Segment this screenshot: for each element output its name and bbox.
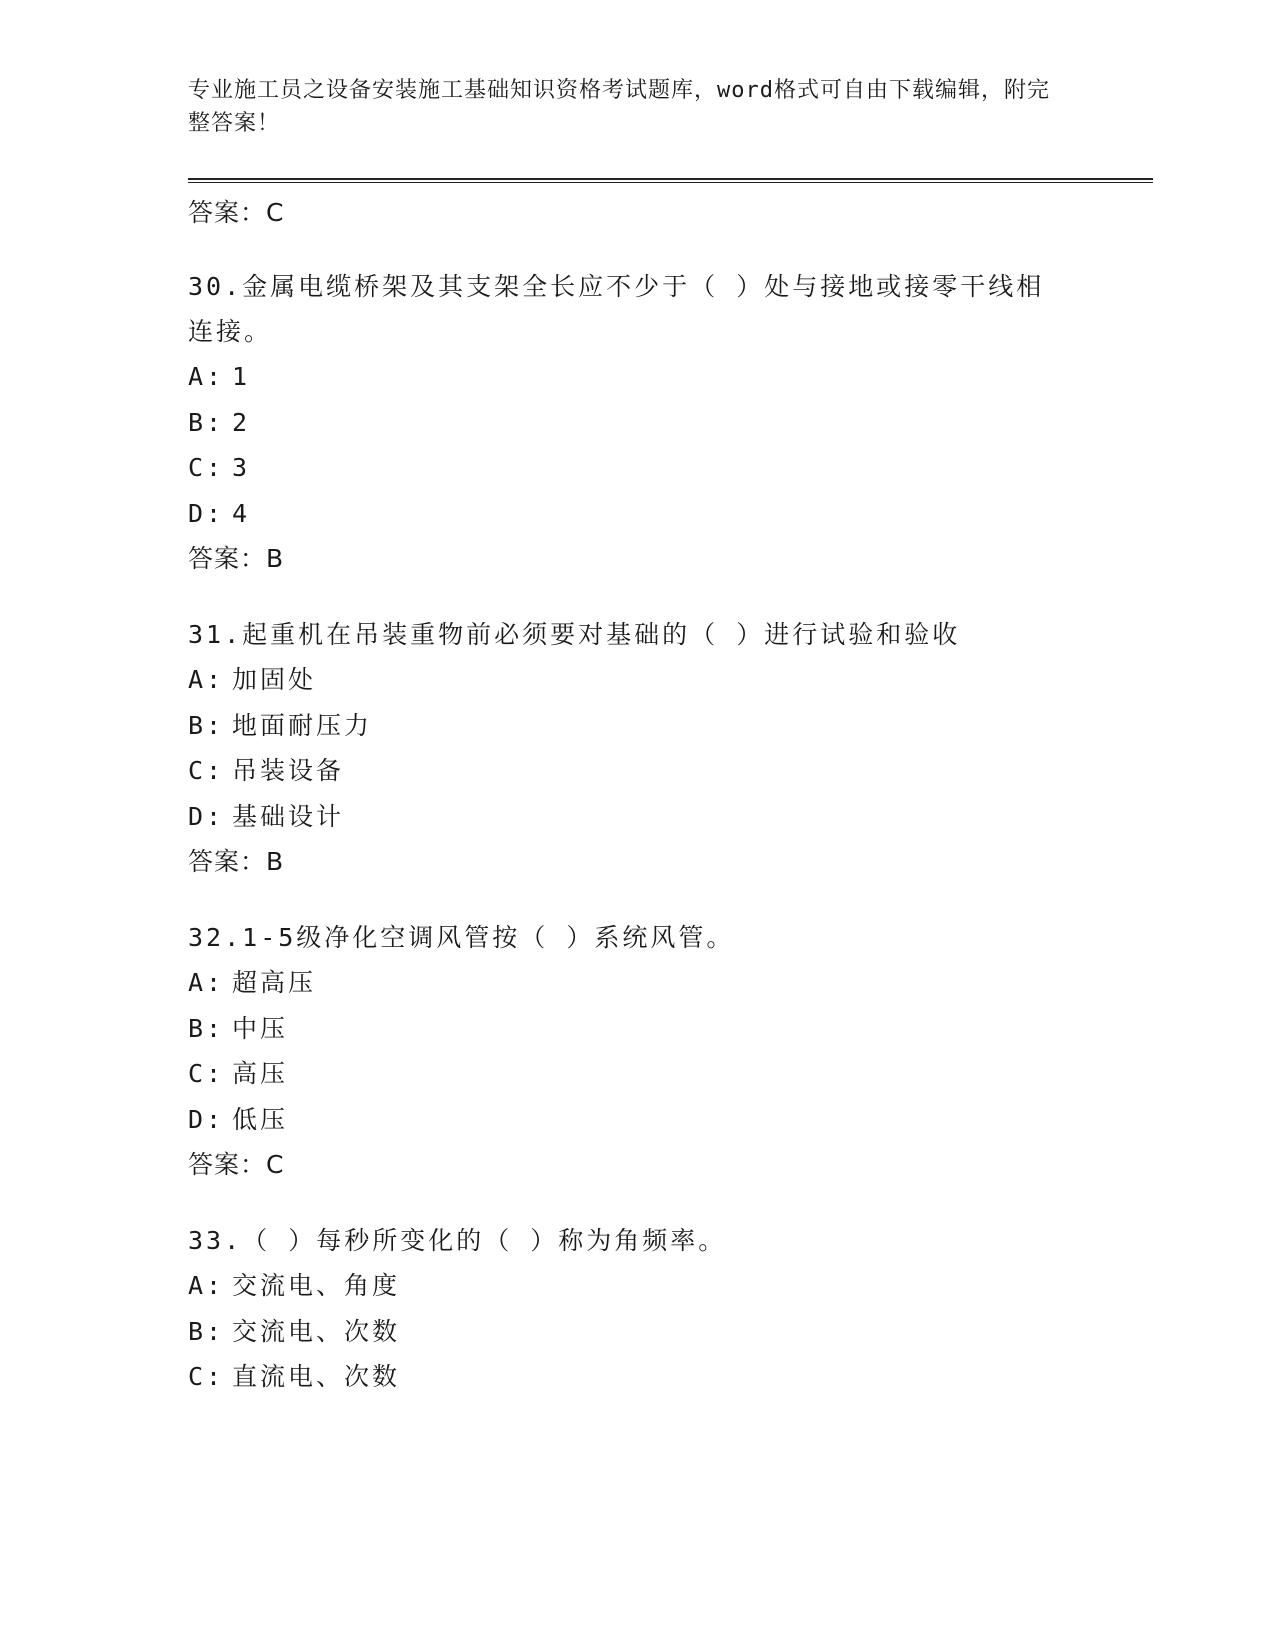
question-stem: 30.金属电缆桥架及其支架全长应不少于（ ）处与接地或接零干线相连接。 [188, 272, 1045, 346]
option-text: 高压 [232, 1059, 289, 1088]
question-30 [188, 264, 1068, 582]
option-b [188, 1006, 1068, 1052]
option-text: 中压 [232, 1013, 289, 1043]
option-letter: C: [188, 756, 225, 785]
answer-line: 答案：B [188, 544, 285, 573]
question-33 [188, 1218, 1068, 1400]
option-text: 超高压 [232, 968, 317, 997]
option-letter: D: [188, 801, 225, 831]
option-b [188, 703, 1068, 749]
option-text: 2 [232, 407, 251, 437]
option-letter: D: [188, 498, 225, 528]
option-a [188, 960, 1068, 1006]
option-d [188, 1097, 1068, 1143]
option-text: 吊装设备 [232, 756, 345, 785]
option-letter: A: [188, 968, 225, 997]
option-text: 3 [232, 453, 251, 482]
option-c [188, 1051, 1068, 1097]
option-d [188, 794, 1068, 840]
option-letter: B: [188, 710, 225, 740]
option-b [188, 1309, 1068, 1355]
option-text: 交流电、次数 [232, 1316, 401, 1346]
option-a [188, 657, 1068, 703]
question-32 [188, 915, 1068, 1188]
header-divider [188, 178, 1153, 183]
option-text: 4 [232, 498, 251, 528]
option-text: 直流电、次数 [232, 1362, 401, 1391]
question-list [188, 190, 1068, 1430]
answer-line: 答案：C [188, 1150, 285, 1179]
option-letter: A: [188, 665, 225, 694]
option-text: 加固处 [232, 665, 317, 694]
option-text: 1 [232, 362, 251, 391]
option-letter: B: [188, 1013, 225, 1043]
option-b [188, 400, 1068, 446]
option-c [188, 445, 1068, 491]
option-letter: D: [188, 1104, 225, 1134]
option-a [188, 1263, 1068, 1309]
question-stem: 31.起重机在吊装重物前必须要对基础的（ ）进行试验和验收 [188, 620, 961, 649]
option-text: 低压 [232, 1104, 289, 1134]
option-c [188, 748, 1068, 794]
option-letter: C: [188, 1362, 225, 1391]
question-31 [188, 612, 1068, 885]
question-stem: 33.（ ）每秒所变化的（ ）称为角频率。 [188, 1226, 727, 1255]
option-letter: A: [188, 362, 225, 391]
answer-line: 答案：B [188, 847, 285, 876]
option-d [188, 491, 1068, 537]
option-a [188, 354, 1068, 400]
option-letter: C: [188, 1059, 225, 1088]
option-letter: C: [188, 453, 225, 482]
document-header-text: 专业施工员之设备安装施工基础知识资格考试题库，word格式可自由下载编辑，附完整答案！ [188, 78, 1050, 136]
option-letter: A: [188, 1271, 225, 1300]
option-letter: B: [188, 1316, 225, 1346]
option-c [188, 1354, 1068, 1400]
option-text: 交流电、角度 [232, 1271, 401, 1300]
previous-answer: 答案：C [188, 198, 285, 227]
option-text: 基础设计 [232, 801, 345, 831]
option-letter: B: [188, 407, 225, 437]
question-stem: 32.1-5级净化空调风管按（ ）系统风管。 [188, 923, 735, 952]
option-text: 地面耐压力 [232, 710, 373, 740]
